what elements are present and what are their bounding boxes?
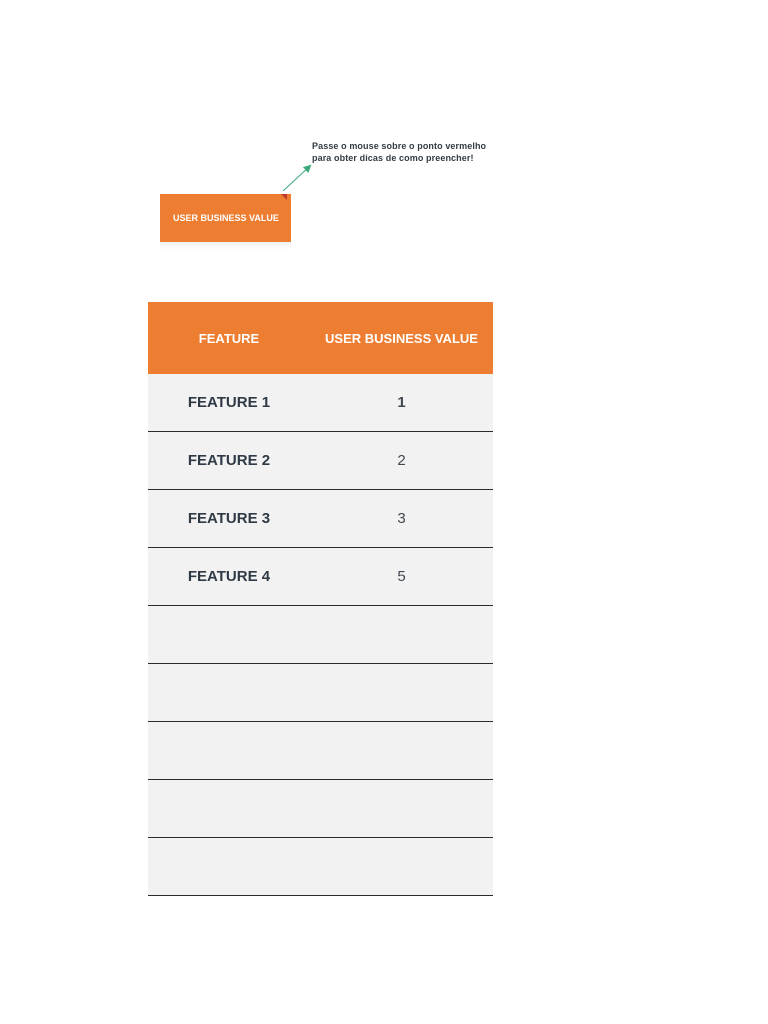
- features-table: [148, 302, 493, 896]
- header-cell-label: USER BUSINESS VALUE: [173, 213, 279, 223]
- column-header-feature[interactable]: FEATURE: [148, 302, 310, 374]
- value-cell[interactable]: [310, 664, 493, 722]
- table-row: [148, 490, 493, 548]
- value-cell[interactable]: [310, 838, 493, 896]
- table-row: [148, 722, 493, 780]
- user-business-value-header-cell[interactable]: [160, 194, 291, 242]
- value-cell[interactable]: [310, 606, 493, 664]
- table-row: [148, 374, 493, 432]
- feature-cell[interactable]: FEATURE 2: [148, 432, 310, 490]
- value-cell[interactable]: 1: [310, 374, 493, 432]
- table-row: [148, 606, 493, 664]
- value-cell[interactable]: [310, 780, 493, 838]
- header-cell-shadow: [160, 242, 291, 250]
- value-cell[interactable]: 5: [310, 548, 493, 606]
- feature-cell[interactable]: FEATURE 3: [148, 490, 310, 548]
- feature-cell[interactable]: [148, 664, 310, 722]
- table-row: [148, 432, 493, 490]
- feature-cell[interactable]: [148, 722, 310, 780]
- feature-cell[interactable]: [148, 606, 310, 664]
- table-row: [148, 838, 493, 896]
- value-cell[interactable]: [310, 722, 493, 780]
- feature-cell[interactable]: FEATURE 4: [148, 548, 310, 606]
- table-header-row: [148, 302, 493, 374]
- feature-cell[interactable]: [148, 780, 310, 838]
- column-header-user-business-value[interactable]: USER BUSINESS VALUE: [310, 302, 493, 374]
- value-cell[interactable]: 3: [310, 490, 493, 548]
- hint-text: Passe o mouse sobre o ponto vermelho para obter dicas de como preencher!: [312, 141, 487, 163]
- table-row: [148, 548, 493, 606]
- feature-cell[interactable]: [148, 838, 310, 896]
- feature-cell[interactable]: FEATURE 1: [148, 374, 310, 432]
- table-row: [148, 780, 493, 838]
- value-cell[interactable]: 2: [310, 432, 493, 490]
- table-row: [148, 664, 493, 722]
- comment-marker-icon[interactable]: [281, 194, 287, 200]
